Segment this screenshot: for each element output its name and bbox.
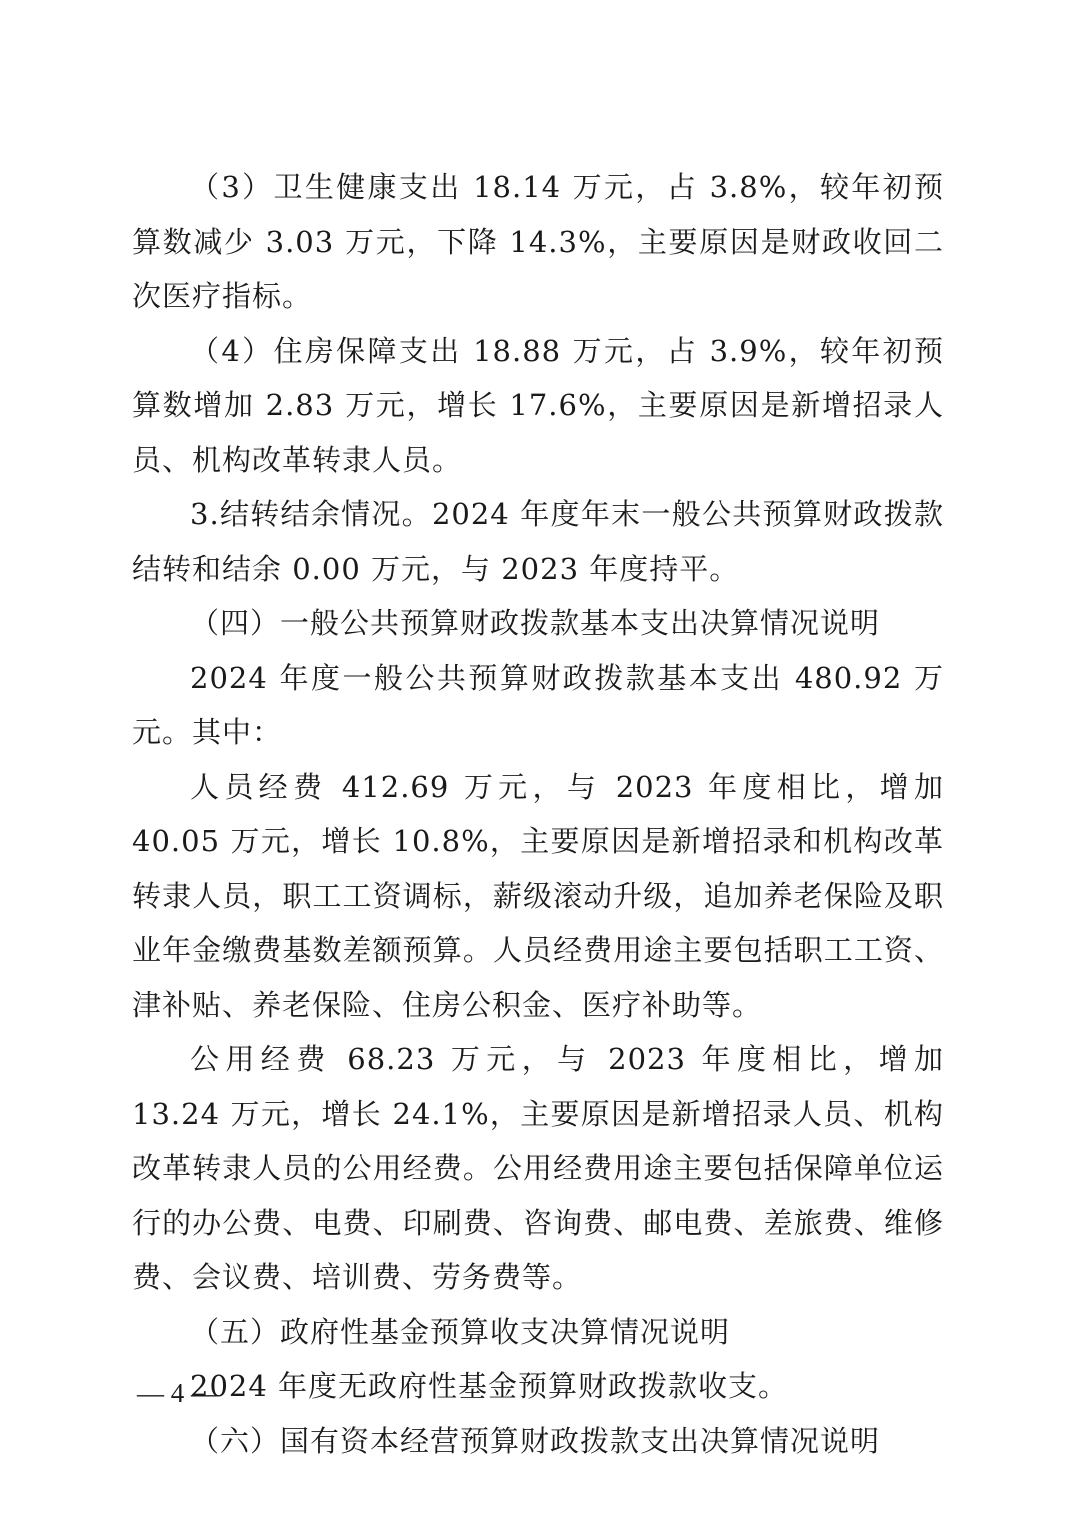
paragraph-housing-expenditure: （4）住房保障支出 18.88 万元，占 3.9%，较年初预算数增加 2.83 万元，增长 17.6%，主要原因是新增招录人员、机构改革转隶人员。: [132, 333, 944, 477]
paragraph-personnel-expenses: 人员经费 412.69 万元，与 2023 年度相比，增加 40.05 万元，增长 10.8%，主要原因是新增招录和机构改革转隶人员，职工工资调标，薪级滚动升级，追加养老保险及职业年金缴费基数差额预算。人员经费用途主要包括职工工资、津补贴、养老保险、住房公积金、医疗补助等。: [132, 769, 944, 1022]
section-heading-basic-expenditure: （四）一般公共预算财政拨款基本支出决算情况说明: [190, 606, 881, 640]
paragraph-carryover-balance: 3.结转结余情况。2024 年度年末一般公共预算财政拨款结转和结余 0.00 万元，与 2023 年度持平。: [132, 497, 944, 586]
section-heading-state-capital: （六）国有资本经营预算财政拨款支出决算情况说明: [190, 1423, 881, 1458]
page-number: — 4 —: [137, 1378, 218, 1408]
section-heading-government-fund: （五）政府性基金预算收支决算情况说明: [190, 1314, 731, 1349]
paragraph-health-expenditure: （3）卫生健康支出 18.14 万元，占 3.8%，较年初预算数减少 3.03 万元，下降 14.3%，主要原因是财政收回二次医疗指标。: [132, 170, 944, 313]
paragraph-basic-expenditure-total: 2024 年度一般公共预算财政拨款基本支出 480.92 万元。其中：: [132, 660, 944, 749]
document-body: [132, 160, 944, 1468]
paragraph-government-fund: 2024 年度无政府性基金预算财政拨款收支。: [190, 1369, 789, 1403]
paragraph-public-expenses: 公用经费 68.23 万元，与 2023 年度相比，增加 13.24 万元，增长 24.1%，主要原因是新增招录人员、机构改革转隶人员的公用经费。公用经费用途主要包括保障单位运行的办公费、电费、印刷费、咨询费、邮电费、差旅费、维修费、会议费、培训费、劳务费等。: [132, 1042, 944, 1294]
